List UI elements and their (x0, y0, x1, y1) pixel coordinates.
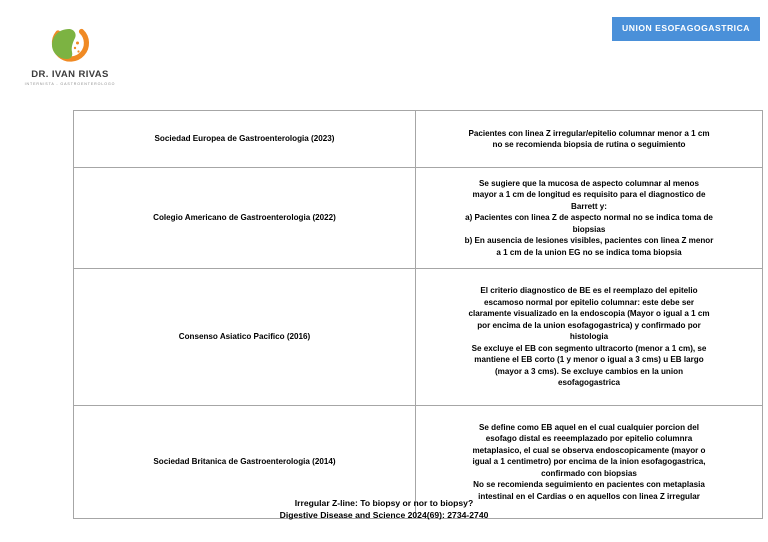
recommendation-line: no se recomienda biopsia de rutina o seguimiento (492, 140, 686, 149)
recommendation-line: histologia (569, 332, 609, 342)
organization-cell: Colegio Americano de Gastroenterologia (2022) (74, 168, 416, 269)
recommendation-line: claramente visualizado en la endoscopia (Mayor o igual a 1 cm (468, 309, 710, 319)
recommendation-line: Se excluye el EB con segmento ultracorto (menor a 1 cm), se (471, 343, 707, 353)
clinic-specialty: INTERNISTA - GASTROENTEROLOGO (24, 82, 116, 87)
recommendation-cell (416, 111, 763, 168)
recommendation-line: b) En ausencia de lesiones visibles, pacientes con linea Z menor (464, 236, 714, 246)
recommendation-line: escamoso normal por epitelio columnar: este debe ser (483, 297, 695, 307)
citation-title: Irregular Z-line: To biopsy or nor to biopsy? (294, 498, 474, 508)
guidelines-table (73, 110, 763, 519)
organization-cell: Consenso Asiatico Pacifico (2016) (74, 269, 416, 406)
recommendation-line: confirmado con biopsias (541, 468, 637, 478)
recommendation-line: mayor a 1 cm de longitud es requisito para el diagnostico de (472, 190, 706, 200)
recommendation-line: (mayor a 3 cms). Se excluye cambios en la union (494, 366, 684, 376)
recommendation-line: Se sugiere que la mucosa de aspecto columnar al menos (479, 178, 699, 188)
clinic-doctor-name: DR. IVAN RIVAS (31, 69, 109, 80)
slide-title-banner: UNION ESOFAGOGASTRICA (612, 17, 760, 41)
recommendation-cell (416, 168, 763, 269)
recommendation-line: igual a 1 centimetro) por encima de la inion esofagogastrica, (472, 457, 706, 467)
recommendation-line: metaplasico, el cual se observa endoscopicamente (mayor o (472, 445, 706, 455)
recommendation-line: a) Pacientes con linea Z de aspecto normal no se indica toma de (465, 213, 713, 223)
recommendation-line: El criterio diagnostico de BE es el reemplazo del epitelio (480, 286, 698, 296)
organization-cell: Sociedad Europea de Gastroenterologia (2023) (74, 111, 416, 168)
recommendation-line: Se define como EB aquel en el cual cualquier porcion del (479, 422, 699, 432)
stomach-logo-icon (47, 26, 93, 66)
table-row (74, 269, 763, 406)
organization-cell: Sociedad Britanica de Gastroenterologia (2014) (74, 406, 416, 519)
recommendation-line: esofagogastrica (557, 378, 621, 388)
recommendation-cell (416, 269, 763, 406)
recommendation-line: Pacientes con linea Z irregular/epitelio columnar menor a 1 cm (468, 128, 710, 138)
recommendation-line: a 1 cm de la union EG no se indica toma biopsia (496, 247, 682, 257)
recommendation-line: biopsias (572, 224, 606, 234)
recommendation-line: mantiene el EB corto (1 y menor o igual a 3 cms) u EB largo (474, 355, 704, 365)
recommendation-line: No se recomienda seguimiento en pacientes con metaplasia (473, 480, 705, 490)
recommendation-line: esofago distal es reeemplazado por epitelio columnra (485, 434, 693, 444)
clinic-logo (18, 26, 122, 86)
table-row (74, 111, 763, 168)
source-citation (0, 497, 768, 522)
citation-journal: Digestive Disease and Science 2024(69): 2734-2740 (279, 510, 489, 521)
recommendation-line: intestinal en el Cardias o en aquellos con linea Z irregular (478, 491, 700, 501)
recommendation-line: por encima de la union esofagogastrica) y confirmado por (477, 320, 701, 330)
table-row (74, 168, 763, 269)
recommendation-line: Barrett y: (571, 201, 607, 211)
